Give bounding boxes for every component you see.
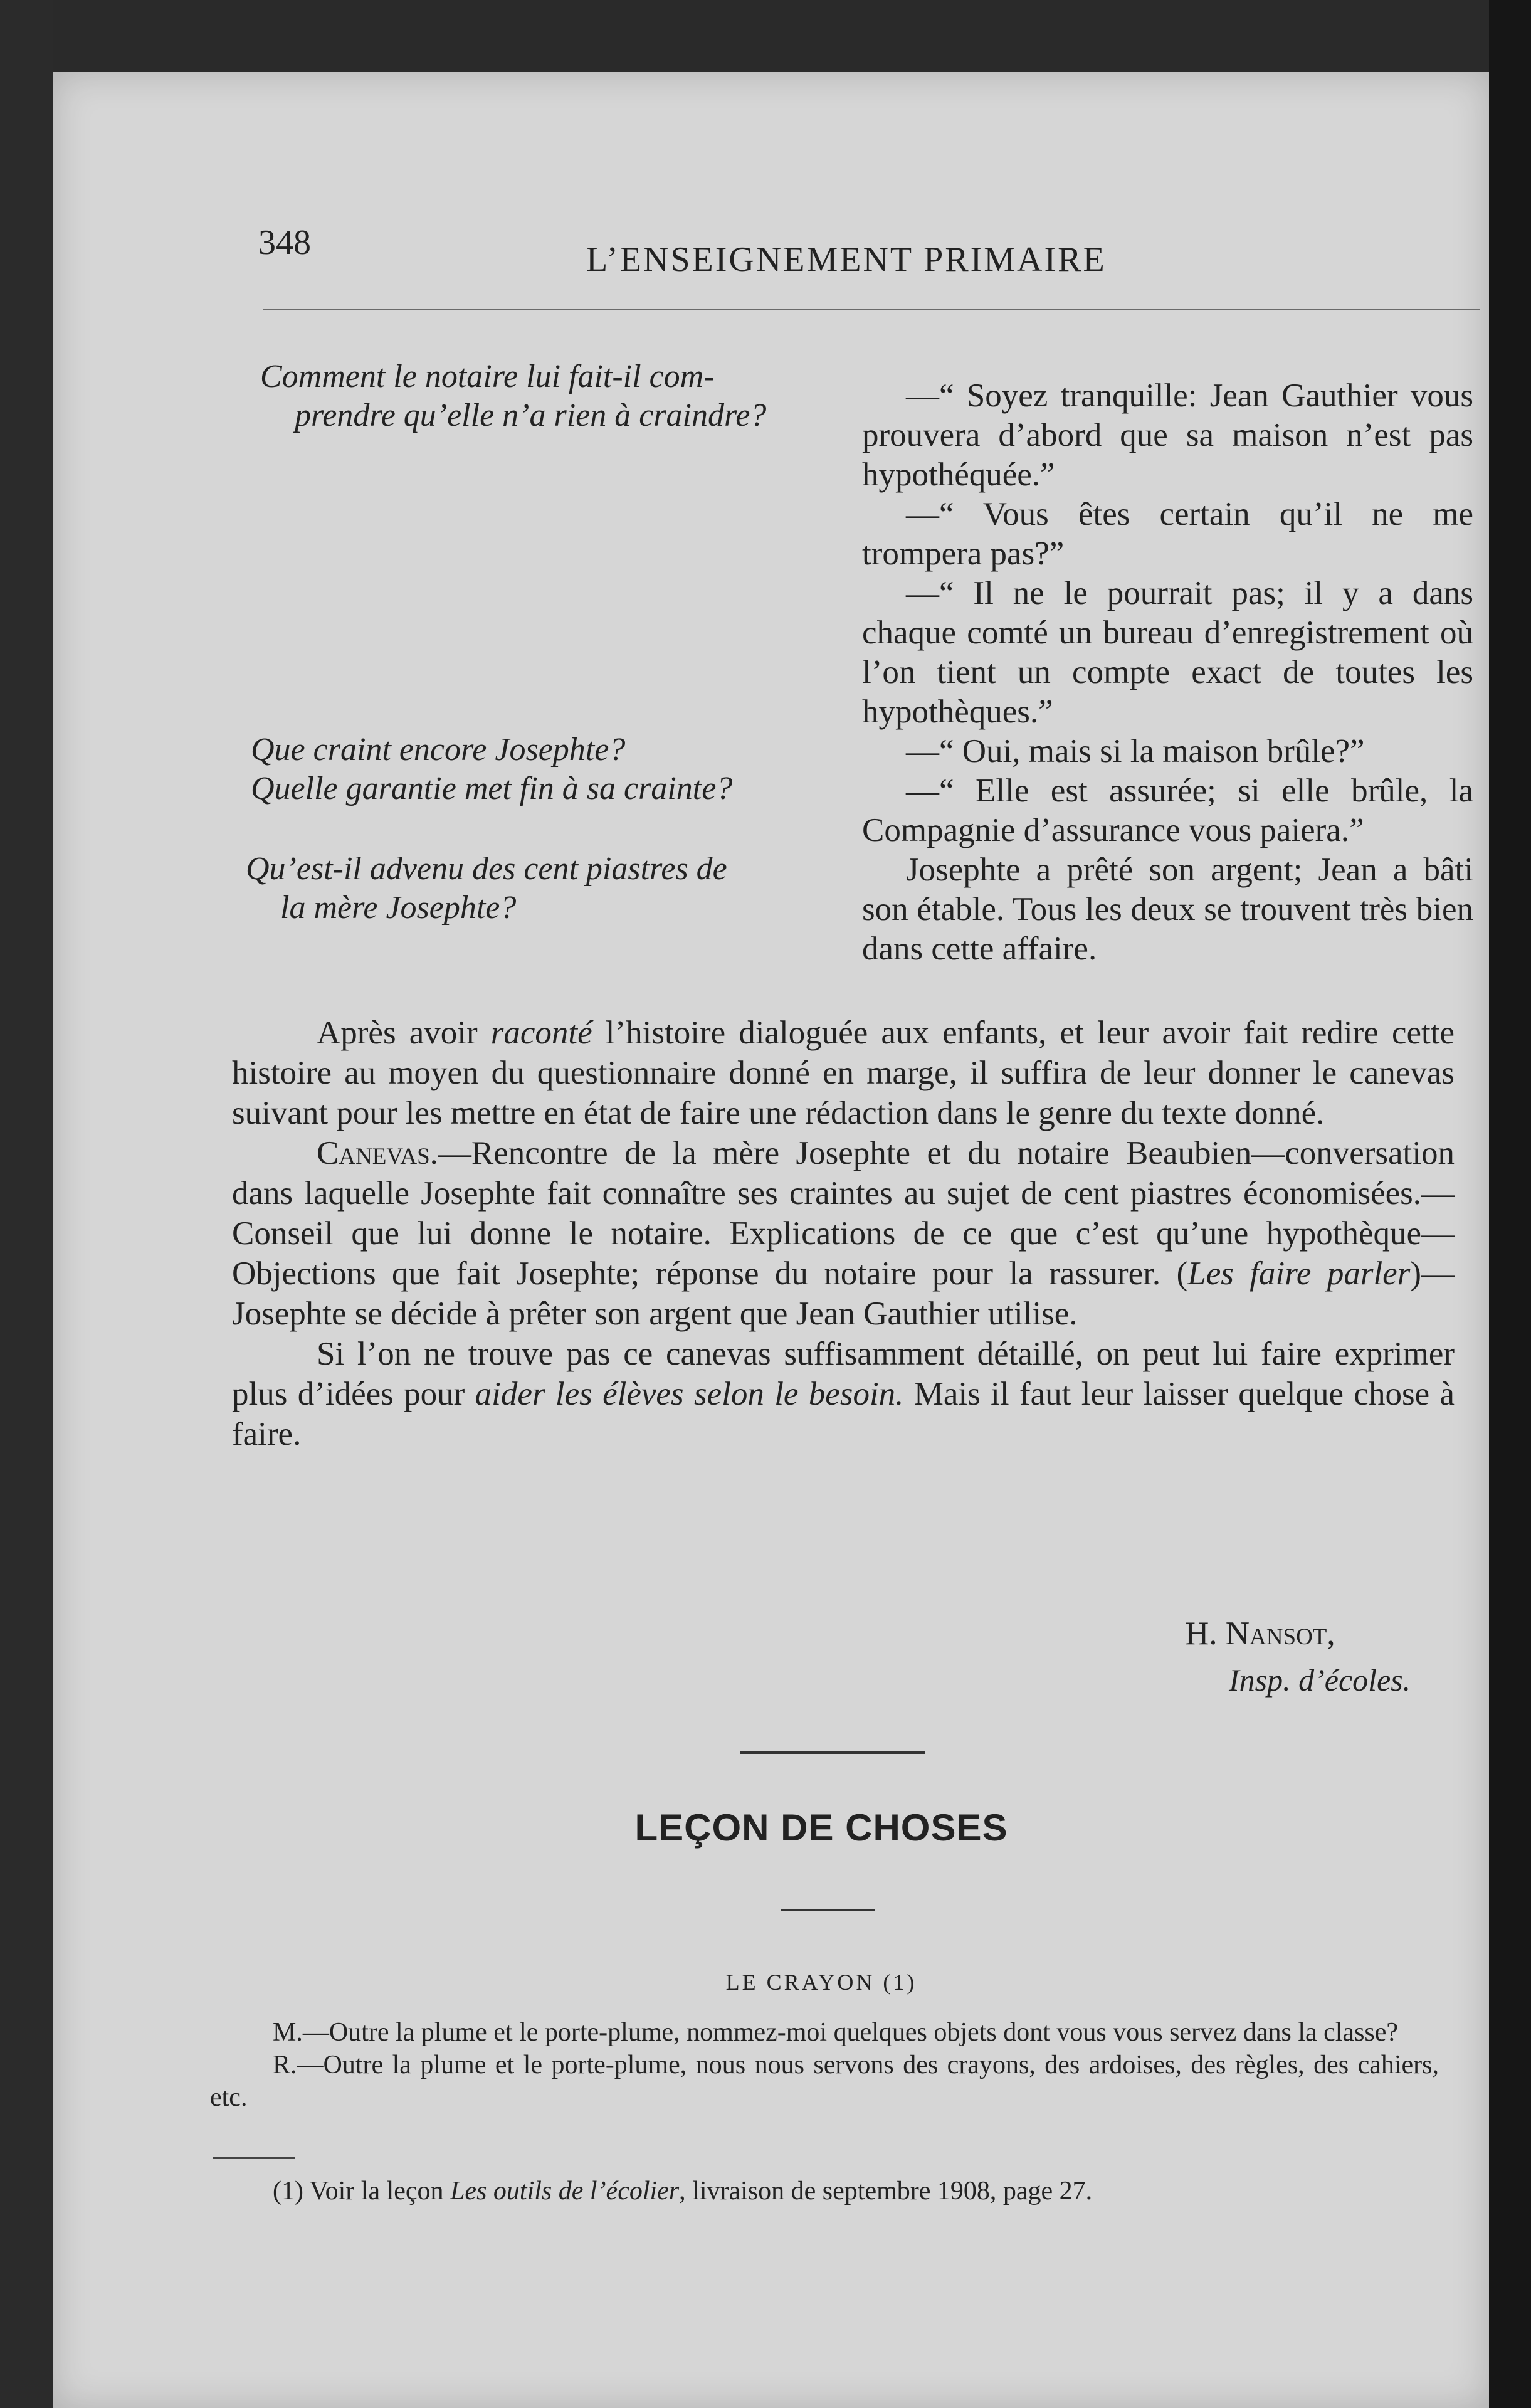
lesson-answer: R.—Outre la plume et le porte-plume, nous nous servons des crayons, des ardoises, des règles, des cahiers, etc.	[210, 2051, 1439, 2112]
margin-question-2-line1: Que craint encore Josephte?	[251, 732, 626, 768]
body-text	[232, 1013, 1455, 1454]
dialogue-line: —“ Oui, mais si la maison brûle?”	[906, 733, 1365, 769]
text-run: Après avoir	[317, 1015, 491, 1051]
author-role: Insp. d’écoles.	[1229, 1662, 1411, 1698]
text-run: )—Josephte se décide à prêter son argent que Jean Gauthier utilise.	[232, 1255, 1455, 1332]
dialogue-line: Josephte a prêté son argent; Jean a bâti son étable. Tous les deux se trouvent très bien dans cette affaire.	[862, 852, 1473, 967]
text-run-italic: Les outils de l’écolier	[450, 2177, 680, 2205]
body-paragraph-2	[232, 1133, 1455, 1334]
text-run-italic: Les faire parler	[1187, 1255, 1411, 1292]
dialogue-line: —“ Elle est assurée; si elle brûle, la Compagnie d’assurance vous paiera.”	[862, 773, 1473, 848]
lesson-subheading: LE CRAYON (1)	[725, 1970, 917, 1995]
margin-question-3-line1: Qu’est-il advenu des cent piastres de	[246, 851, 727, 887]
body-paragraph-3	[232, 1334, 1455, 1454]
margin-question-1-line2: prendre qu’elle n’a rien à craindre?	[295, 398, 767, 433]
running-title: L’ENSEIGNEMENT PRIMAIRE	[586, 240, 1107, 279]
body-paragraph-1	[232, 1013, 1455, 1133]
lesson-question: M.—Outre la plume et le porte-plume, nommez-moi quelques objets dont vous vous servez dans la classe?	[273, 2018, 1399, 2047]
dialogue-line: —“ Vous êtes certain qu’il ne me trompera pas?”	[862, 496, 1473, 572]
footnote-rule	[213, 2157, 295, 2159]
text-run-italic: raconté	[490, 1015, 592, 1051]
header-rule	[263, 309, 1480, 310]
scan-background-left	[0, 0, 53, 2408]
scan-background-top	[0, 0, 1531, 72]
author-name: H. Nansot,	[1185, 1615, 1335, 1652]
section-rule	[740, 1751, 925, 1754]
page-number: 348	[258, 223, 311, 262]
margin-question-2-line2: Quelle garantie met fin à sa crainte?	[251, 771, 733, 806]
text-run: l’histoire dialoguée aux enfants, et leur avoir fait redire cette histoire au moyen du questionnaire donné en marge, il suffira de leur donner le canevas suivant pour les mettre en état de faire une rédaction dans le genre du texte donné.	[232, 1015, 1455, 1131]
dialogue-column	[862, 376, 1473, 969]
text-run: —Rencontre de la mère Josephte et du notaire Beaubien—conversation dans laquelle Josephte fait connaître ses craintes au sujet de cent piastres économisées.—Conseil que lui donne le notaire. Explications de ce que c’est qu’une hypothèque—Objections que fait Josephte; réponse du notaire pour la rassurer. (	[232, 1135, 1455, 1292]
lesson-dialogue	[210, 2016, 1439, 2114]
canevas-label: Canevas.	[317, 1135, 438, 1171]
margin-question-1	[260, 357, 843, 435]
text-run: Mais il faut leur laisser quelque chose à faire.	[232, 1376, 1455, 1452]
text-run-italic: aider les élèves selon le besoin.	[475, 1376, 904, 1412]
margin-question-3	[246, 850, 848, 927]
dialogue-line: —“ Il ne le pourrait pas; il y a dans chaque comté un bureau d’enregistrement où l’on tient un compte exact de toutes les hypothèques.”	[862, 575, 1473, 730]
margin-question-2	[251, 731, 834, 808]
text-run: , livraison de septembre 1908, page 27.	[679, 2177, 1093, 2205]
dialogue-line: —“ Soyez tranquille: Jean Gauthier vous prouvera d’abord que sa maison n’est pas hypothéquée.”	[862, 378, 1473, 493]
text-run: Si l’on ne trouve pas ce canevas suffisamment détaillé, on peut lui faire exprimer plus d’idées pour	[232, 1336, 1455, 1412]
section-rule-short	[781, 1909, 875, 1911]
footnote	[273, 2176, 1092, 2206]
scan-background-right	[1489, 0, 1531, 2408]
margin-question-1-line1: Comment le notaire lui fait-il com-	[260, 359, 715, 394]
section-heading: LEÇON DE CHOSES	[634, 1807, 1008, 1849]
margin-question-3-line2: la mère Josephte?	[280, 890, 517, 926]
text-run: (1) Voir la leçon	[273, 2177, 451, 2205]
